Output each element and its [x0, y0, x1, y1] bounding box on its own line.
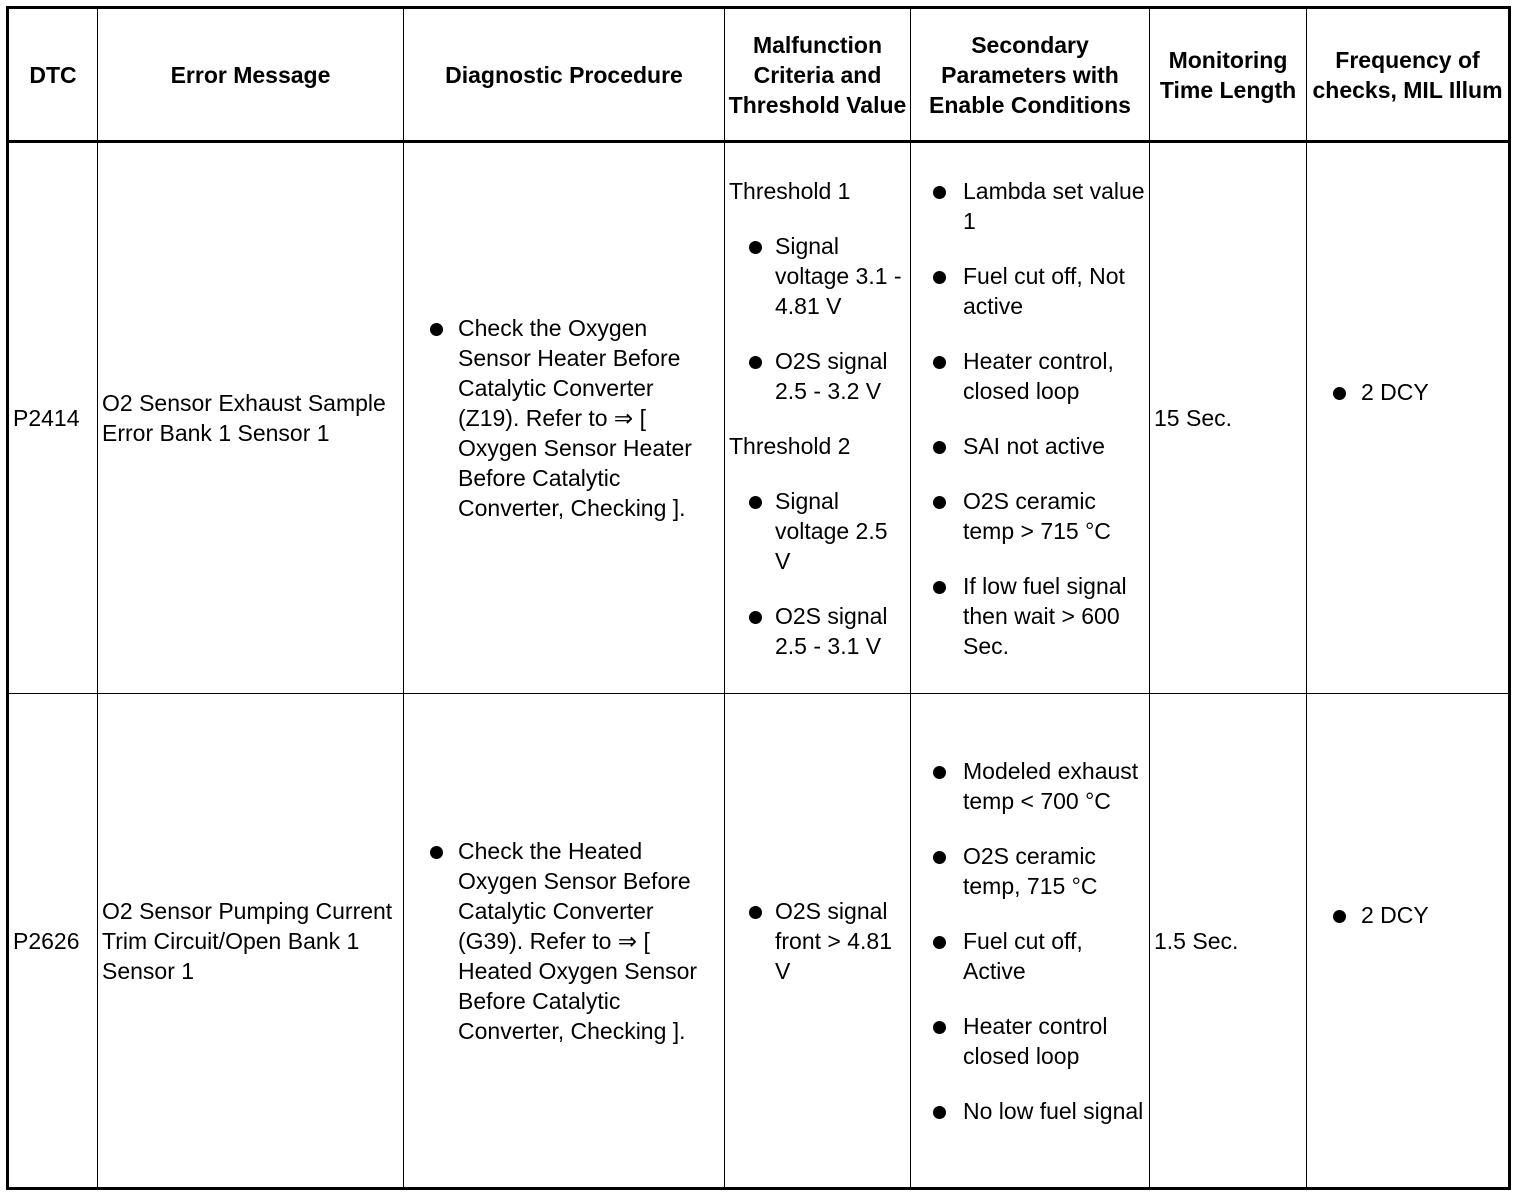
secondary-parameters: [911, 694, 1150, 1189]
threshold-item: O2S signal 2.5 - 3.2 V: [729, 346, 906, 406]
threshold-label: Threshold 2: [729, 432, 851, 459]
secondary-item: Fuel cut off, Not active: [915, 261, 1145, 321]
frequency-cell: [1307, 142, 1510, 694]
diagnostic-procedure: [404, 142, 725, 694]
header-diagnostic-procedure: Diagnostic Procedure: [404, 8, 725, 142]
header-monitoring-time: Monitoring Time Length: [1150, 8, 1307, 142]
diagnostic-procedure: [404, 694, 725, 1189]
secondary-item: Heater control, closed loop: [915, 346, 1145, 406]
header-error-message: Error Message: [98, 8, 404, 142]
frequency-cell: [1307, 694, 1510, 1189]
monitoring-time: 15 Sec.: [1150, 142, 1307, 694]
threshold-group: [729, 431, 906, 661]
header-row: [8, 8, 1510, 142]
frequency-item: 2 DCY: [1311, 377, 1504, 407]
header-secondary-parameters: Secondary Parameters with Enable Conditions: [911, 8, 1150, 142]
secondary-item: O2S ceramic temp, 715 °C: [915, 841, 1145, 901]
threshold-item: O2S signal 2.5 - 3.1 V: [729, 601, 906, 661]
table-row: [8, 694, 1510, 1189]
dtc-code: P2414: [8, 142, 98, 694]
header-dtc: DTC: [8, 8, 98, 142]
secondary-parameters: [911, 142, 1150, 694]
threshold-group: [729, 896, 906, 986]
threshold-cell: [725, 142, 911, 694]
frequency-item: 2 DCY: [1311, 900, 1504, 930]
error-message: O2 Sensor Exhaust Sample Error Bank 1 Sensor 1: [98, 142, 404, 694]
secondary-item: O2S ceramic temp > 715 °C: [915, 486, 1145, 546]
secondary-item: If low fuel signal then wait > 600 Sec.: [915, 571, 1145, 661]
header-frequency: Frequency of checks, MIL Illum: [1307, 8, 1510, 142]
secondary-item: Lambda set value 1: [915, 176, 1145, 236]
threshold-cell: [725, 694, 911, 1189]
error-message: O2 Sensor Pumping Current Trim Circuit/Open Bank 1 Sensor 1: [98, 694, 404, 1189]
dtc-code: P2626: [8, 694, 98, 1189]
threshold-item: Signal voltage 3.1 - 4.81 V: [729, 231, 906, 321]
procedure-item: Check the Heated Oxygen Sensor Before Catalytic Converter (G39). Refer to ⇒ [ Heated Oxygen Sensor Before Catalytic Converter, Checking ].: [408, 836, 720, 1046]
secondary-item: Modeled exhaust temp < 700 °C: [915, 756, 1145, 816]
secondary-item: No low fuel signal: [915, 1096, 1145, 1126]
secondary-item: Fuel cut off, Active: [915, 926, 1145, 986]
secondary-item: Heater control closed loop: [915, 1011, 1145, 1071]
table-row: [8, 142, 1510, 694]
dtc-table: [6, 6, 1511, 1190]
monitoring-time: 1.5 Sec.: [1150, 694, 1307, 1189]
threshold-item: O2S signal front > 4.81 V: [729, 896, 906, 986]
threshold-label: Threshold 1: [729, 177, 851, 204]
header-malfunction-criteria: Malfunction Criteria and Threshold Value: [725, 8, 911, 142]
threshold-group: [729, 176, 906, 406]
procedure-item: Check the Oxygen Sensor Heater Before Catalytic Converter (Z19). Refer to ⇒ [ Oxygen Sensor Heater Before Catalytic Converter, Checking ].: [408, 313, 720, 523]
threshold-item: Signal voltage 2.5 V: [729, 486, 906, 576]
secondary-item: SAI not active: [915, 431, 1145, 461]
